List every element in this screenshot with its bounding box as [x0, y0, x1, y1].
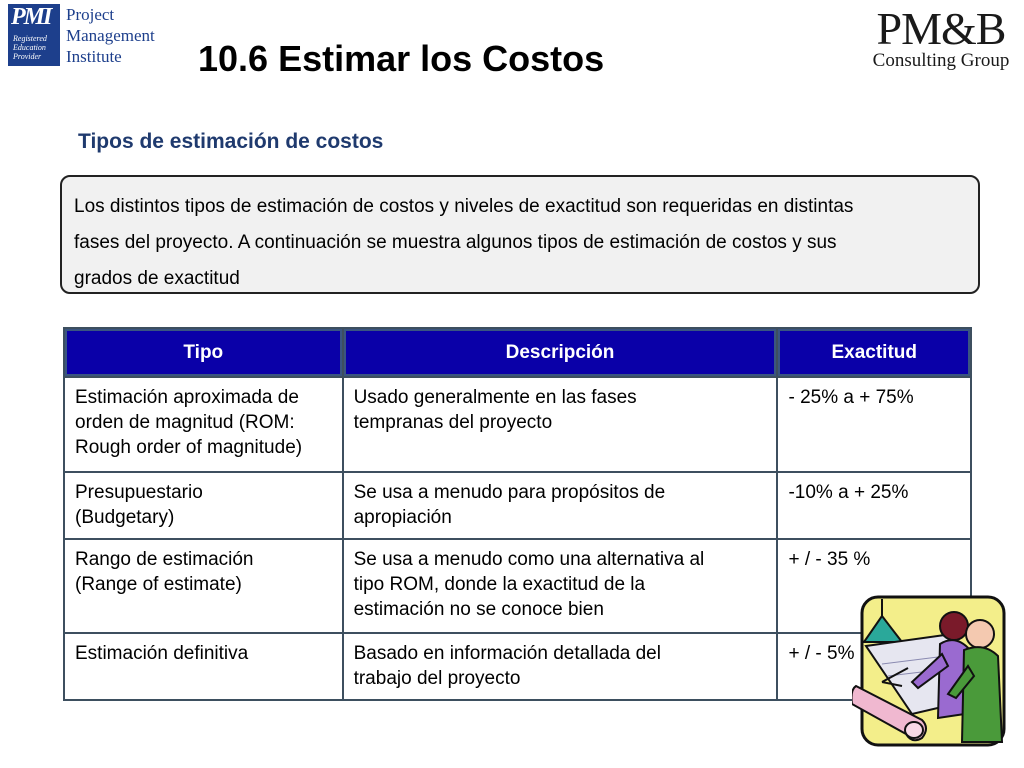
pmi-logo-name	[66, 4, 155, 67]
cell-exactitud: - 25% a + 75%	[777, 377, 971, 472]
cell-descripcion	[343, 472, 778, 539]
cell-tipo	[64, 472, 343, 539]
cell-line: Estimación aproximada de	[75, 387, 299, 408]
cell-line: apropiación	[353, 507, 452, 528]
cell-line: Estimación definitiva	[75, 643, 249, 664]
cell-line: Basado en información detallada del	[353, 643, 661, 664]
cell-tipo	[64, 539, 343, 633]
pmi-name-line: Project	[66, 5, 115, 24]
cell-tipo	[64, 377, 343, 472]
table-header-row	[64, 328, 971, 377]
pmi-logo	[4, 2, 155, 68]
cell-line: trabajo del proyecto	[353, 668, 521, 689]
pmb-logo-sub: Consulting Group	[872, 50, 1010, 71]
cell-exactitud: + / - 35 %	[777, 539, 971, 633]
cell-line: Se usa a menudo para propósitos de	[353, 482, 666, 503]
cell-line: (Range of estimate)	[75, 574, 242, 595]
cell-exactitud: -10% a + 25%	[777, 472, 971, 539]
pmi-logo-mark	[8, 4, 60, 66]
cell-line: Rango de estimación	[75, 549, 254, 570]
section-title: Tipos de estimación de costos	[78, 130, 384, 153]
cell-line: Rough order of magnitude)	[75, 437, 303, 458]
pmi-badge-line: Registered	[13, 34, 47, 43]
header-descripcion: Descripción	[343, 328, 778, 377]
intro-box	[60, 175, 980, 294]
pmi-mark-text: PMI	[11, 4, 51, 30]
intro-line: fases del proyecto. A continuación se muestra algunos tipos de estimación de costos y sus	[74, 232, 837, 253]
cell-line: tempranas del proyecto	[353, 412, 553, 433]
table-row	[64, 633, 971, 700]
header-tipo: Tipo	[64, 328, 343, 377]
cell-line: tipo ROM, donde la exactitud de la	[353, 574, 646, 595]
table-row	[64, 539, 971, 633]
table-row	[64, 472, 971, 539]
cell-exactitud: + / - 5%	[777, 633, 971, 700]
pmi-name-line: Management	[66, 26, 155, 45]
table-row	[64, 377, 971, 472]
planning-clipart-icon	[852, 594, 1012, 754]
page-title: 10.6 Estimar los Costos	[198, 38, 605, 79]
cell-descripcion	[343, 633, 778, 700]
pmb-logo-main: PM&B	[876, 3, 1006, 54]
cell-tipo	[64, 633, 343, 700]
pmi-badge-line: Provider	[13, 52, 42, 61]
cell-line: (Budgetary)	[75, 507, 175, 528]
cell-line: Presupuestario	[75, 482, 203, 503]
cell-descripcion	[343, 539, 778, 633]
cell-line: estimación no se conoce bien	[353, 599, 604, 620]
cell-line: orden de magnitud (ROM:	[75, 412, 295, 433]
cell-descripcion	[343, 377, 778, 472]
intro-line: Los distintos tipos de estimación de costos y niveles de exactitud son requeridas en distintas	[74, 196, 854, 217]
cell-line: Se usa a menudo como una alternativa al	[353, 549, 705, 570]
pmi-badge-line: Education	[13, 43, 46, 52]
pmi-name-line: Institute	[66, 47, 122, 66]
pmb-logo	[866, 3, 1016, 76]
cell-line: Usado generalmente en las fases	[353, 387, 637, 408]
header-exactitud: Exactitud	[777, 328, 971, 377]
intro-line: grados de exactitud	[74, 268, 240, 289]
cost-estimate-table	[63, 327, 972, 701]
